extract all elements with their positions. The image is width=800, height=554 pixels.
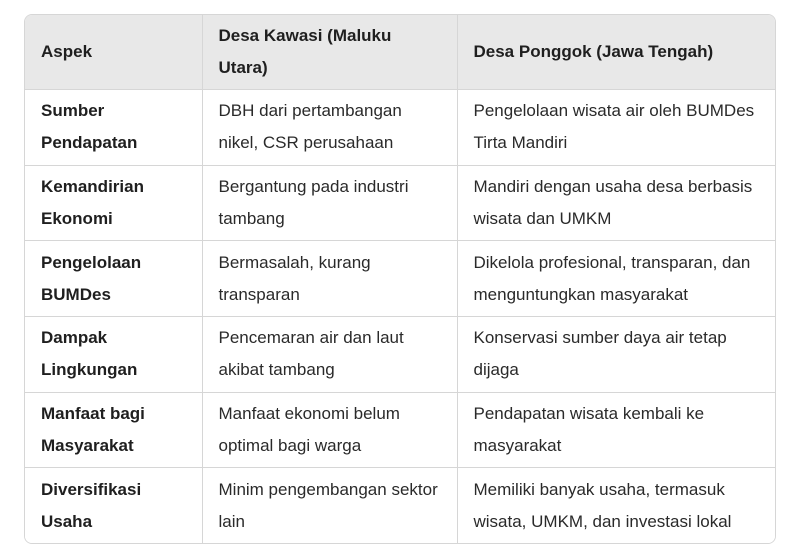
table-body [25, 90, 775, 544]
table-row [25, 392, 775, 468]
table-row [25, 90, 775, 166]
cell-ponggok: Pendapatan wisata kembali ke masyarakat [457, 392, 775, 468]
cell-aspect: Kemandirian Ekonomi [25, 165, 202, 241]
cell-kawasi: Bergantung pada industri tambang [202, 165, 457, 241]
cell-kawasi: Minim pengembangan sektor lain [202, 468, 457, 543]
comparison-table [25, 15, 775, 543]
header-desa-kawasi: Desa Kawasi (Maluku Utara) [202, 15, 457, 90]
cell-ponggok: Pengelolaan wisata air oleh BUMDes Tirta Mandiri [457, 90, 775, 166]
cell-aspect: Pengelolaan BUMDes [25, 241, 202, 317]
cell-aspect: Sumber Pendapatan [25, 90, 202, 166]
table-header [25, 15, 775, 90]
cell-aspect: Dampak Lingkungan [25, 317, 202, 393]
cell-aspect: Diversifikasi Usaha [25, 468, 202, 543]
table-row [25, 165, 775, 241]
table-row [25, 317, 775, 393]
cell-ponggok: Dikelola profesional, transparan, dan menguntungkan masyarakat [457, 241, 775, 317]
cell-kawasi: Bermasalah, kurang transparan [202, 241, 457, 317]
cell-kawasi: DBH dari pertambangan nikel, CSR perusahaan [202, 90, 457, 166]
table-row [25, 468, 775, 543]
cell-ponggok: Konservasi sumber daya air tetap dijaga [457, 317, 775, 393]
cell-ponggok: Memiliki banyak usaha, termasuk wisata, UMKM, dan investasi lokal [457, 468, 775, 543]
cell-kawasi: Manfaat ekonomi belum optimal bagi warga [202, 392, 457, 468]
header-desa-ponggok: Desa Ponggok (Jawa Tengah) [457, 15, 775, 90]
header-row [25, 15, 775, 90]
comparison-table-container [24, 14, 776, 544]
table-row [25, 241, 775, 317]
header-aspek: Aspek [25, 15, 202, 90]
cell-aspect: Manfaat bagi Masyarakat [25, 392, 202, 468]
cell-kawasi: Pencemaran air dan laut akibat tambang [202, 317, 457, 393]
cell-ponggok: Mandiri dengan usaha desa berbasis wisata dan UMKM [457, 165, 775, 241]
